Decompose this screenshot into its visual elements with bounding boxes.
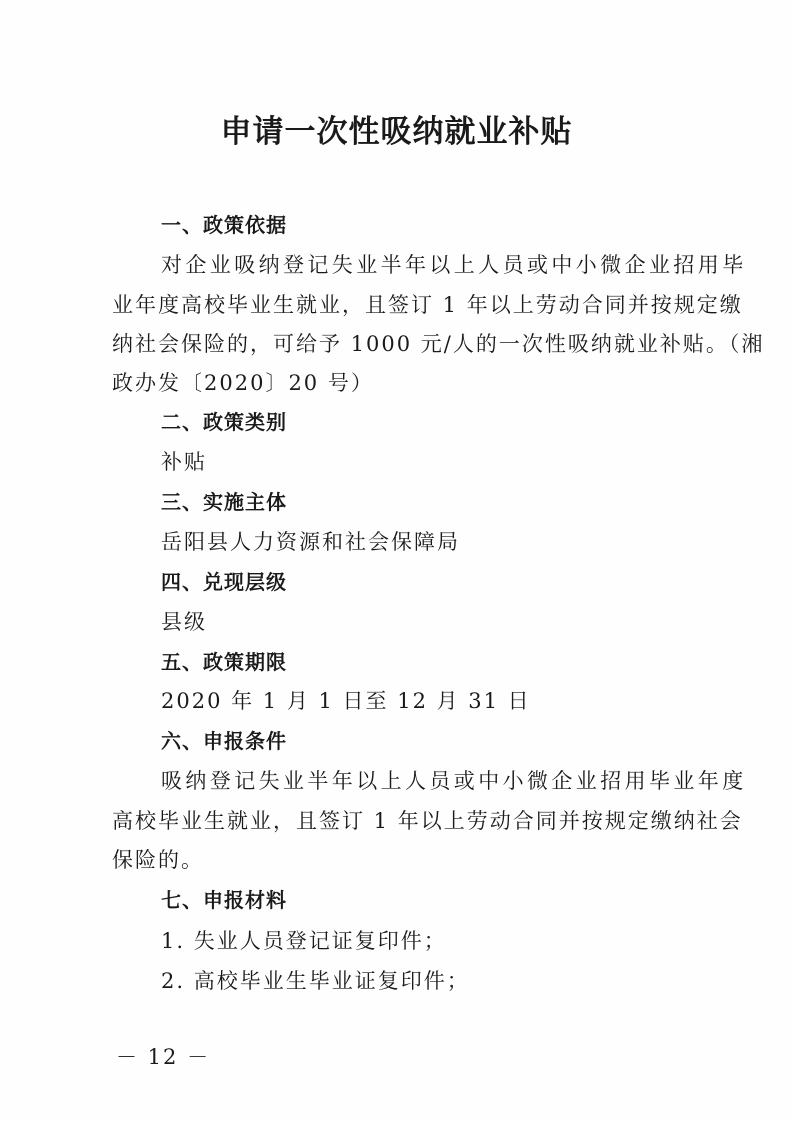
list-item: 1. 失业人员登记证复印件； — [161, 929, 447, 953]
page-number: － 12 － — [116, 1045, 211, 1069]
paragraph-line: 对企业吸纳登记失业半年以上人员或中小微企业招用毕 — [161, 253, 747, 277]
section-heading-implementing-body: 三、实施主体 — [161, 490, 287, 514]
paragraph-line: 政办发〔2020〕20 号） — [112, 371, 374, 395]
section-heading-application-conditions: 六、申报条件 — [161, 729, 287, 753]
section-text-policy-category: 补贴 — [161, 450, 207, 474]
paragraph-line: 吸纳登记失业半年以上人员或中小微企业招用毕业年度 — [161, 769, 747, 793]
section-heading-fulfillment-level: 四、兑现层级 — [161, 570, 287, 594]
paragraph-line: 业年度高校毕业生就业，且签订 1 年以上劳动合同并按规定缴 — [112, 293, 743, 317]
section-text-implementing-body: 岳阳县人力资源和社会保障局 — [161, 530, 460, 554]
paragraph-line: 保险的。 — [112, 848, 204, 872]
section-heading-policy-period: 五、政策期限 — [161, 650, 287, 674]
section-heading-application-materials: 七、申报材料 — [161, 888, 287, 912]
paragraph-line: 高校毕业生就业，且签订 1 年以上劳动合同并按规定缴纳社会 — [112, 809, 743, 833]
paragraph-line: 纳社会保险的，可给予 1000 元/人的一次性吸纳就业补贴。（湘 — [112, 332, 765, 356]
section-heading-policy-category: 二、政策类别 — [161, 410, 287, 434]
section-text-fulfillment-level: 县级 — [161, 610, 207, 634]
section-heading-policy-basis: 一、政策依据 — [161, 213, 287, 237]
list-item: 2. 高校毕业生毕业证复印件； — [161, 969, 470, 993]
section-text-policy-period: 2020 年 1 月 1 日至 12 月 31 日 — [161, 689, 531, 713]
document-title: 申请一次性吸纳就业补贴 — [220, 114, 573, 150]
